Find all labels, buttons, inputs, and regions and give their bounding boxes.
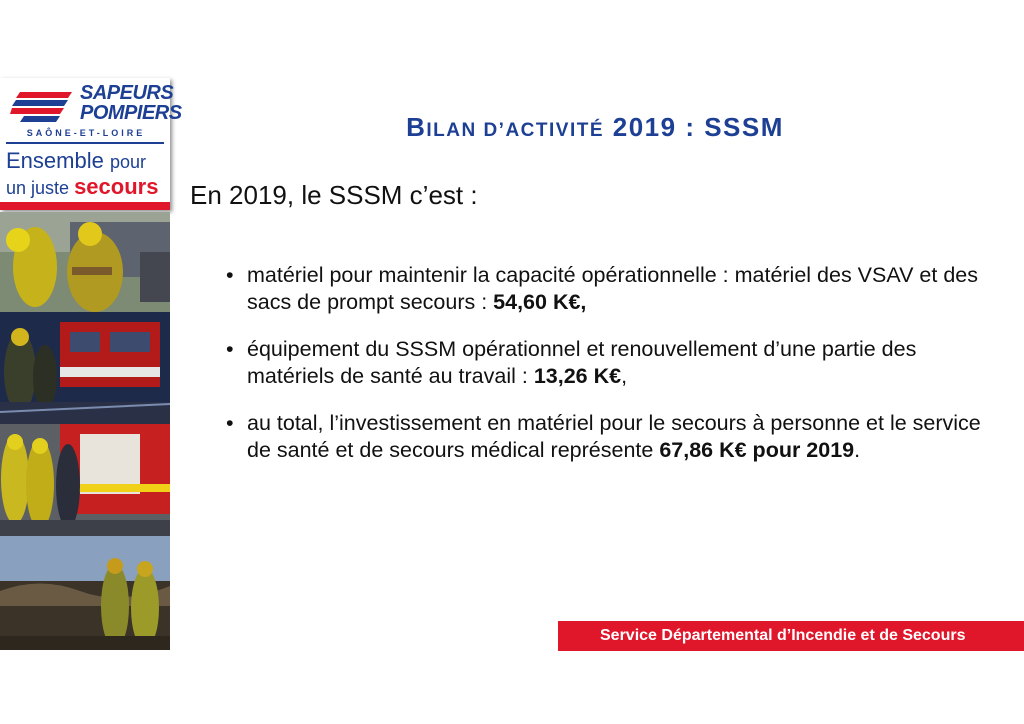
- photo-car-crash: [0, 212, 170, 312]
- bullet-item: [226, 410, 1001, 464]
- logo-divider: [6, 142, 164, 144]
- bullet-dot-icon: •: [226, 337, 234, 361]
- bullet-text: matériel pour maintenir la capacité opérationnelle : matériel des VSAV et des sacs de prompt secours :: [247, 263, 978, 314]
- title-lead-letter: B: [406, 112, 427, 142]
- bullet-dot-icon: •: [226, 411, 234, 435]
- bullet-item: [226, 262, 1001, 316]
- bullet-text: au total, l’investissement en matériel pour le secours à personne et le service de santé et de secours médical représente: [247, 411, 981, 462]
- logo-slogan-line1: [6, 148, 146, 174]
- bullet-amount: 13,26 K€: [533, 364, 622, 388]
- bullet-text: équipement du SSSM opérationnel et renouvellement d’une partie des matériels de santé au travail :: [247, 337, 917, 388]
- photo-ambulance: [0, 424, 170, 536]
- logo-brand-pompiers: POMPIERS: [80, 102, 182, 124]
- bullet-after: ,: [621, 364, 628, 388]
- photo-wildfire: [0, 536, 170, 650]
- slide-title: [200, 112, 990, 143]
- title-smallcaps: ILAN D’ACTIVITÉ: [426, 120, 605, 141]
- slogan-secours: secours: [74, 174, 159, 199]
- footer-bar: [558, 621, 1024, 651]
- sdis-logo: [0, 78, 182, 210]
- bullet-amount: 54,60 K€,: [493, 290, 587, 314]
- logo-brand-sapeurs: SAPEURS: [80, 82, 174, 104]
- logo-red-bar: [0, 202, 170, 210]
- bullet-dot-icon: •: [226, 263, 234, 287]
- logo-slogan-line2: [6, 174, 158, 200]
- photo-fire-truck: [0, 312, 170, 424]
- slogan-pour: pour: [109, 152, 146, 172]
- bullet-list: [226, 262, 1001, 484]
- logo-stripes-icon: [10, 86, 80, 126]
- logo-department: SAÔNE-ET-LOIRE: [26, 128, 146, 138]
- slogan-ensemble: Ensemble: [6, 148, 104, 173]
- bullet-after: .: [854, 438, 861, 462]
- title-rest: 2019 : SSSM: [612, 112, 784, 142]
- slogan-un-juste: un juste: [6, 178, 70, 198]
- photo-strip: [0, 212, 170, 650]
- bullet-amount: 67,86 K€ pour 2019: [659, 438, 855, 462]
- intro-text: En 2019, le SSSM c’est :: [190, 180, 478, 210]
- bullet-item: [226, 336, 1001, 390]
- footer-text: Service Départemental d’Incendie et de Secours: [600, 627, 966, 644]
